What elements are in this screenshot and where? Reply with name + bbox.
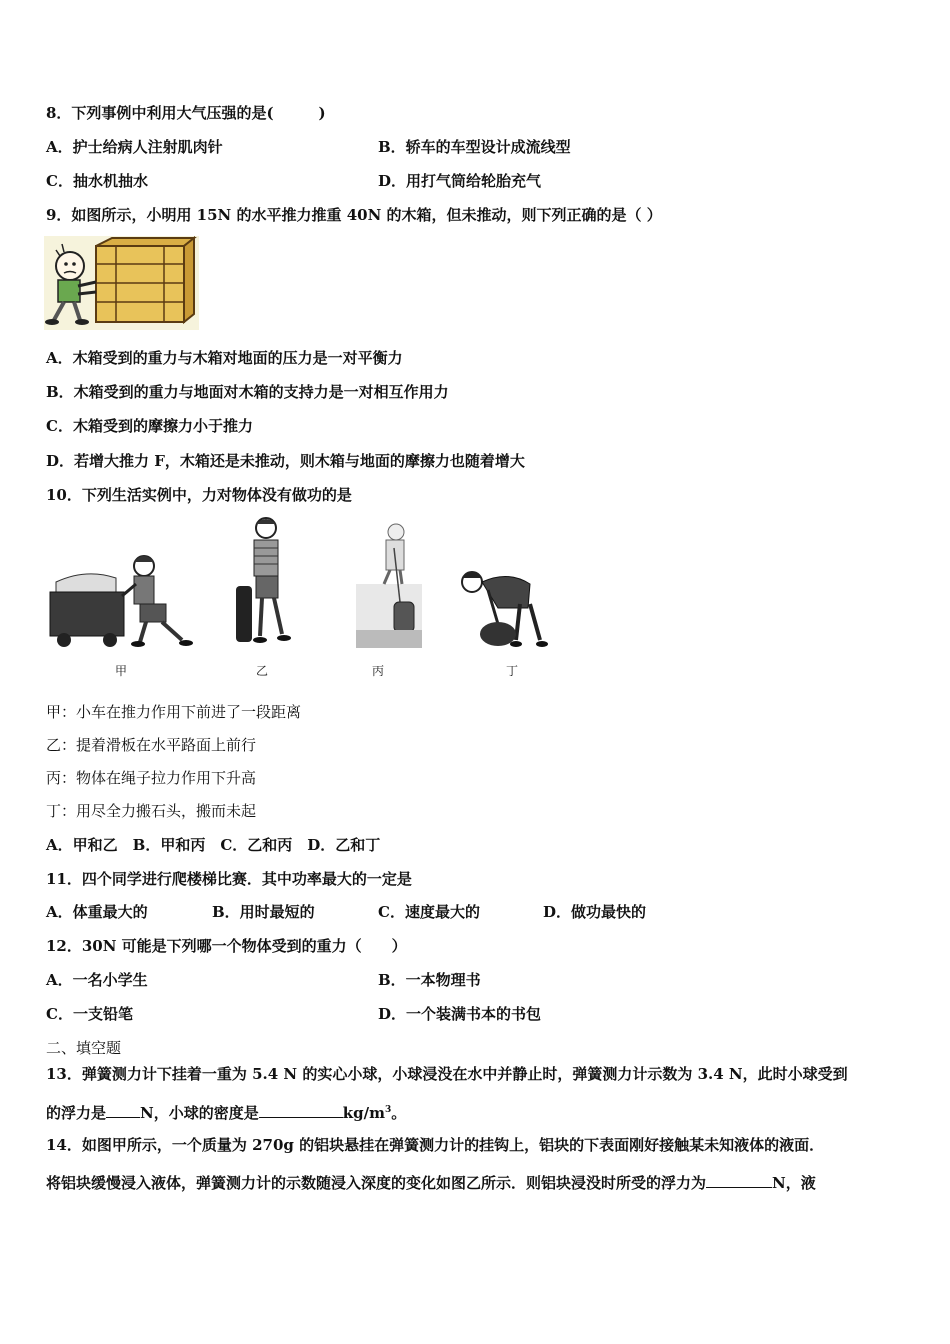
- q12-stem: 12．30N 可能是下列哪一个物体受到的重力（ ）: [46, 937, 407, 955]
- boy-pushing-box-figure: [44, 236, 199, 330]
- q8-option-a: A．护士给病人注射肌肉针: [46, 138, 223, 156]
- q14-text-b: N，液: [772, 1174, 816, 1192]
- q13-blank-density[interactable]: [259, 1103, 343, 1118]
- q12-option-a: A．一名小学生: [46, 971, 148, 989]
- figure-label-jia: 甲: [115, 664, 128, 678]
- q12-option-b: B．一本物理书: [378, 971, 481, 989]
- q12-option-d: D．一个装满书本的书包: [378, 1005, 542, 1023]
- q10-statement-bing: 丙：物体在绳子拉力作用下升高: [46, 769, 257, 787]
- q13-line1: 13．弹簧测力计下挂着一重为 5.4 N 的实心小球，小球浸没在水中并静止时，弹簧测力计示数为 3.4 N，此时小球受到: [46, 1065, 848, 1083]
- q9-stem: 9．如图所示，小明用 15N 的水平推力推重 40N 的木箱，但未推动，则下列正确的是（ ）: [46, 206, 662, 224]
- skateboard-carrying-figure: [234, 514, 298, 650]
- q11-option-b: B．用时最短的: [212, 903, 315, 921]
- q13-unit-exponent: 3: [384, 1105, 392, 1115]
- q11-option-c: C．速度最大的: [378, 903, 480, 921]
- q9-option-a: A．木箱受到的重力与木箱对地面的压力是一对平衡力: [46, 349, 403, 367]
- q9-option-b: B．木箱受到的重力与地面对木箱的支持力是一对相互作用力: [46, 383, 449, 401]
- figure-label-ding: 丁: [506, 664, 519, 678]
- q14-line2: [46, 1173, 816, 1193]
- q10-stem: 10．下列生活实例中，力对物体没有做功的是: [46, 486, 352, 504]
- q9-option-c: C．木箱受到的摩擦力小于推力: [46, 417, 253, 435]
- q10-statement-yi: 乙：提着滑板在水平路面上前行: [46, 736, 257, 754]
- stone-lifting-figure: [458, 564, 548, 650]
- q13-unit: kg/m: [342, 1104, 385, 1122]
- q8-stem: 8．下列事例中利用大气压强的是( ): [46, 104, 326, 122]
- figure-label-yi: 乙: [256, 664, 269, 678]
- q9-option-d: D．若增大推力 F，木箱还是未推动，则木箱与地面的摩擦力也随着增大: [46, 452, 525, 470]
- q10-options: A．甲和乙 B．甲和丙 C．乙和丙 D．乙和丁: [46, 836, 381, 854]
- q13-text-a: 的浮力是: [46, 1104, 107, 1122]
- q8-option-c: C．抽水机抽水: [46, 172, 148, 190]
- q11-stem: 11．四个同学进行爬楼梯比赛．其中功率最大的一定是: [46, 870, 412, 888]
- q14-line1: 14．如图甲所示，一个质量为 270g 的铝块悬挂在弹簧测力计的挂钩上，铝块的下表面刚好接触某未知液体的液面．: [46, 1136, 825, 1154]
- cart-pushing-figure: [46, 548, 196, 650]
- q13-text-b: N，小球的密度是: [140, 1104, 259, 1122]
- q12-option-c: C．一支铅笔: [46, 1005, 133, 1023]
- q13-line2: [46, 1100, 406, 1123]
- q14-blank-buoyancy[interactable]: [706, 1173, 772, 1188]
- q10-statement-jia: 甲：小车在推力作用下前进了一段距离: [46, 703, 302, 721]
- q11-option-d: D．做功最快的: [543, 903, 647, 921]
- q13-blank-buoyancy[interactable]: [106, 1103, 140, 1118]
- figure-label-bing: 丙: [372, 664, 385, 678]
- q11-option-a: A．体重最大的: [46, 903, 148, 921]
- q14-text-a: 将铝块缓慢浸入液体，弹簧测力计的示数随浸入深度的变化如图乙所示．则铝块浸没时所受的浮力为: [46, 1174, 707, 1192]
- rope-lifting-figure: [356, 518, 424, 650]
- q8-option-b: B．轿车的车型设计成流线型: [378, 138, 571, 156]
- section-title: 二、填空题: [46, 1039, 122, 1057]
- q13-end: 。: [391, 1104, 407, 1122]
- q10-statement-ding: 丁：用尽全力搬石头，搬而未起: [46, 802, 257, 820]
- q8-option-d: D．用打气筒给轮胎充气: [378, 172, 542, 190]
